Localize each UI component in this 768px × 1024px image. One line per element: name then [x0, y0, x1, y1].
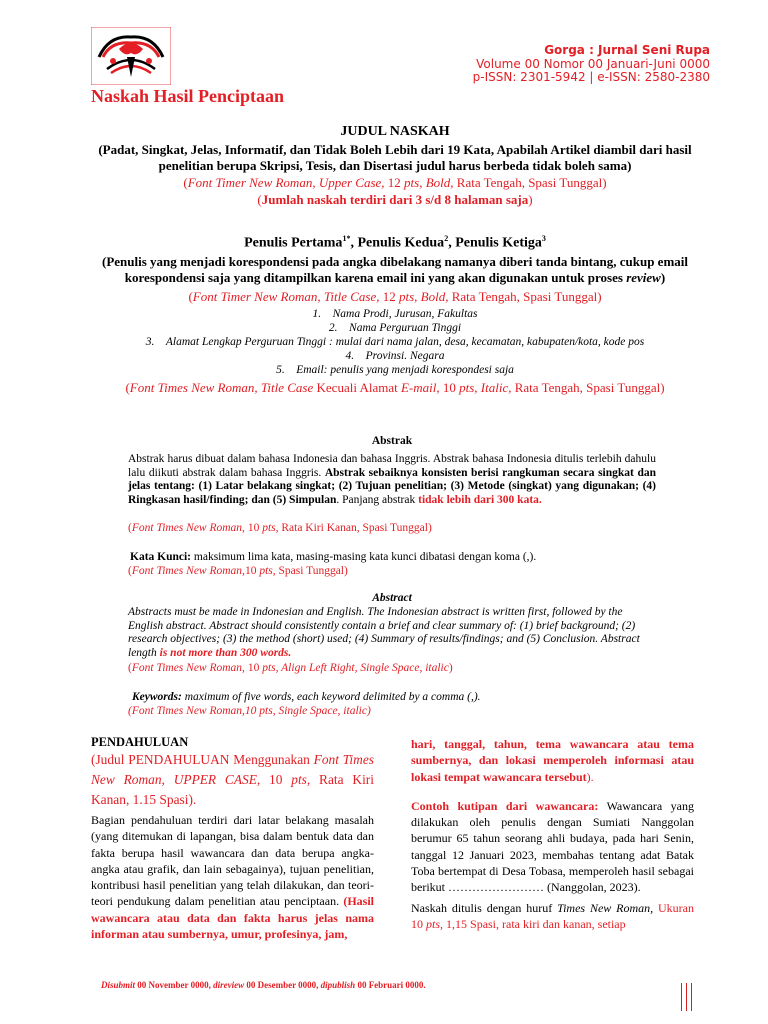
affiliation-item: 4. Provinsi. Negara — [345, 349, 445, 362]
abstrak-heading: Abstrak — [371, 435, 413, 447]
section-heading-note: (Judul PENDAHULUAN Menggunakan Font Times New Roman, UPPER CASE, 10 pts, Rata Kiri Kanan, 1.15 Spasi). — [91, 752, 374, 807]
section-label: Naskah Hasil Penciptaan — [91, 86, 285, 106]
body-right-column — [411, 736, 694, 932]
journal-issn: p-ISSN: 2301-5942 | e-ISSN: 2580-2380 — [472, 70, 710, 84]
keywords: Keywords: maximum of five words, each keyword delimited by a comma (,). — [132, 691, 481, 703]
kata-kunci-font-note: (Font Times New Roman,10 pts, Spasi Tunggal) — [128, 565, 348, 577]
affiliation-list — [85, 307, 705, 377]
abstrak-font-note: (Font Times New Roman, 10 pts, Rata Kiri Kanan, Spasi Tunggal) — [128, 522, 432, 534]
affiliation-item: 1. Nama Prodi, Jurusan, Fakultas — [312, 307, 478, 320]
interview-note: hari, tanggal, tahun, tema wawancara atau tema sumbernya, dan lokasi memperoleh informasi atau lokasi tempat wawancara tersebut). — [411, 737, 694, 784]
paper-title: JUDUL NASKAH — [340, 124, 450, 139]
font-instruction: Naskah ditulis dengan huruf Times New Roman, Ukuran 10 pts, 1,15 Spasi, rata kiri dan kanan, setiap — [411, 900, 694, 931]
author-font-note: (Font Timer New Roman, Title Case, 12 pts, Bold, Rata Tengah, Spasi Tunggal) — [188, 288, 602, 304]
abstract-font-note: (Font Times New Roman, 10 pts, Align Left Right, Single Space, italic) — [128, 662, 453, 674]
abstract-text: Abstracts must be made in Indonesian and English. The Indonesian abstract is written first, followed by the English abstract. Abstract should consistently contain a brief and clear summary of: (1) brief background; (2) research objectives; (3) the method (short) used; (4) Summary of results/findings; and (5) Conclusion. Abstract length is not more than 300 words. — [128, 606, 640, 659]
abstrak-text: Abstrak harus dibuat dalam bahasa Indonesia dan bahasa Inggris. Abstrak bahasa Indonesia ditulis terlebih dahulu lalu diikuti abstrak dalam bahasa Inggris. Abstrak sebaiknya konsisten berisi rangkuman secara singkat dan jelas tentang: (1) Latar belakang singkat; (2) Tujuan penelitian; (3) Metode (singkat) yang digunakan; (4) Ringkasan hasil/finding; dan (5) Simpulan. Panjang abstrak tidak lebih dari 300 kata. — [128, 453, 657, 506]
section-heading: PENDAHULUAN — [91, 735, 189, 749]
intro-paragraph: Bagian pendahuluan terdiri dari latar belakang masalah (yang ditemukan di lapangan, bisa dalam bentuk data dan fakta berupa hasil wawancara dan data berupa angka-angka atau grafik, dan lain sebagainya), tujuan penelitian, kontribusi hasil penelitian yang telah dilakukan, dan teori-teori pendukung dalam penelitian atau penciptaan. (Hasil wawancara atau data dan fakta harus jelas nama informan atau sumbernya, umur, profesinya, jam, — [91, 813, 374, 942]
page-marker-line — [691, 983, 692, 1011]
journal-header — [473, 44, 710, 85]
author-note: (Penulis yang menjadi korespondensi pada angka dibelakang namanya diberi tanda bintang, cukup email korespondensi saja yang ditampilkan karena email ini yang akan digunakan untuk proses review) — [102, 253, 688, 285]
author-names: Penulis Pertama$^{1*}$, Penulis Kedua$^2$, Penulis Ketiga$^3$ — [244, 234, 546, 251]
affiliation-font-note: (Font Times New Roman, Title Case Kecuali Alamat E-mail, 10 pts, Italic, Rata Tengah, Spasi Tunggal) — [125, 379, 665, 395]
interview-example: Contoh kutipan dari wawancara: Wawancara yang dilakukan oleh penulis dengan Sumiati Nanggolan berumur 65 tahun seorang ahli budaya, pada hari Senin, tanggal 12 Januari 2023, membahas tentang adat Batak Toba bertempat di Desa Tobasa, memperoleh hasil sebagai berikut …………………… (Nanggolan, 2023). — [411, 798, 694, 895]
page-marker-line — [681, 983, 682, 1011]
title-rules: (Padat, Singkat, Jelas, Informatif, dan Tidak Boleh Lebih dari 19 Kata, Apabilah Artikel diambil dari hasil penelitian berupa Skripsi, Tesis, dan Disertasi judul harus berbeda tidak boleh sama) — [98, 142, 692, 173]
title-length-note: (Jumlah naskah terdiri dari 3 s/d 8 halaman saja) — [257, 192, 533, 207]
body-left-column — [91, 735, 374, 942]
journal-logo — [91, 27, 171, 85]
affiliation-item: 5. Email: penulis yang menjadi korespondesi saja — [276, 363, 514, 376]
page-marker-line — [686, 983, 687, 1011]
footer-dates: Disubmit 00 November 0000, direview 00 Desember 0000, dipublish 00 Februari 0000. — [101, 980, 426, 990]
authors-block — [85, 234, 705, 397]
affiliation-item: 3. Alamat Lengkap Perguruan Tinggi : mulai dari nama jalan, desa, kecamatan, kabupaten/kota, kode pos — [145, 335, 645, 348]
keywords-font-note: (Font Times New Roman,10 pts, Single Space, italic) — [128, 705, 371, 717]
kata-kunci: Kata Kunci: maksimum lima kata, masing-masing kata kunci dibatasi dengan koma (,). — [130, 551, 537, 563]
abstract-heading: Abstract — [372, 592, 412, 604]
journal-volume: Volume 00 Nomor 00 Januari-Juni 0000 — [476, 56, 710, 71]
gorga-ornament-logo-icon — [91, 27, 171, 85]
journal-name: Gorga : Jurnal Seni Rupa — [544, 43, 710, 57]
affiliation-item: 2. Nama Perguruan Tinggi — [328, 321, 462, 334]
title-font-note: (Font Timer New Roman, Upper Case, 12 pts, Bold, Rata Tengah, Spasi Tunggal) — [183, 175, 607, 190]
title-block — [85, 124, 705, 208]
